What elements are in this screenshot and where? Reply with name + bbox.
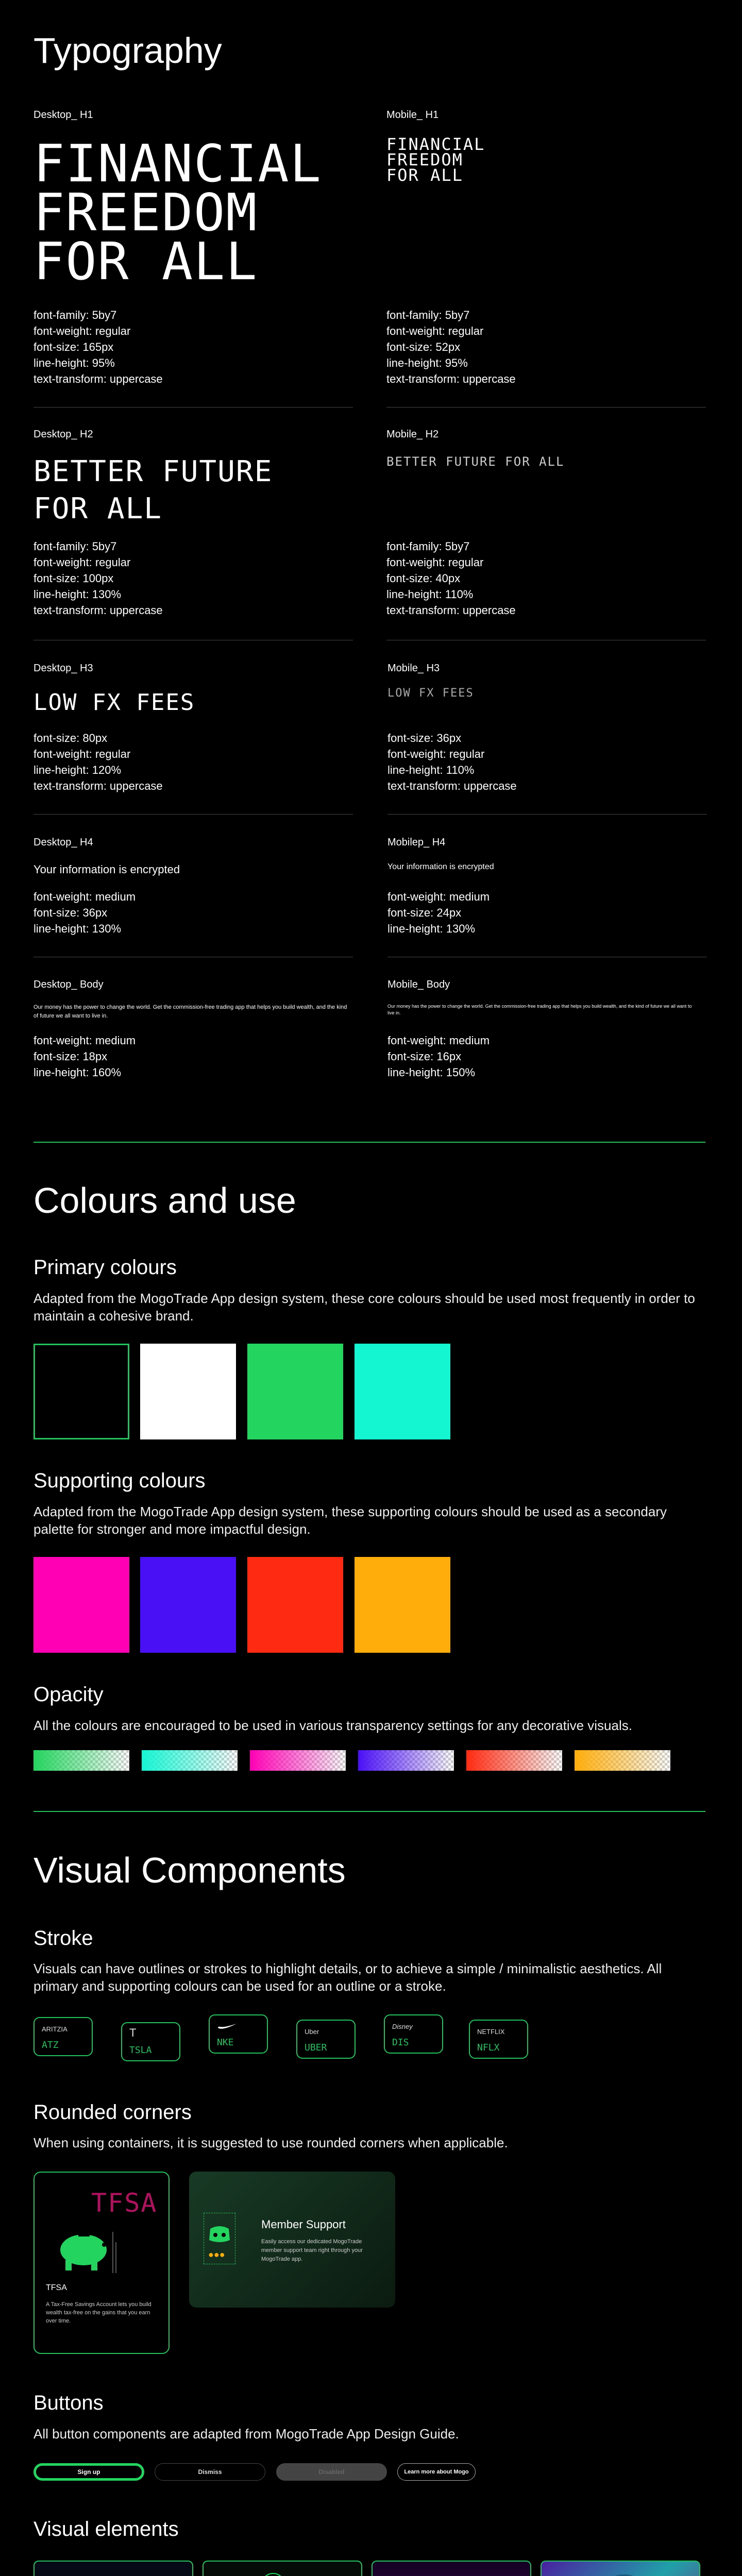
mobile-h1-label: Mobile_ H1 <box>386 109 439 121</box>
ticker: UBER <box>305 2042 327 2053</box>
desktop-h1-label: Desktop_ H1 <box>33 109 93 121</box>
mobile-h4-label: Mobilep_ H4 <box>387 837 446 848</box>
spec-line: font-weight: regular <box>386 556 484 569</box>
ticker: NKE <box>217 2037 234 2048</box>
stock-pill <box>296 2020 356 2059</box>
opacity-swatch <box>33 1750 129 1771</box>
glitches-visual <box>541 2561 700 2576</box>
buttons-desc: All button components are adapted from MogoTrade App Design Guide. <box>33 2426 459 2442</box>
spec-line: font-weight: medium <box>33 1034 136 1047</box>
h1-line: FOR ALL <box>33 231 258 292</box>
learn-more-button[interactable]: Learn more about Mogo <box>397 2463 476 2481</box>
spec-line: font-size: 36px <box>33 906 108 919</box>
spec-line: line-height: 95% <box>386 357 468 369</box>
spec-line: font-size: 100px <box>33 572 114 585</box>
divider <box>33 407 353 408</box>
mobile-h3-label: Mobile_ H3 <box>387 663 440 674</box>
spec-line: line-height: 120% <box>33 764 122 776</box>
spec-line: font-family: 5by7 <box>386 309 470 321</box>
supporting-colours-desc: Adapted from the MogoTrade App design system, these supporting colours should be used as a secondary palette for stronger and more impactful design. <box>33 1504 667 1537</box>
desktop-body-sample: Our money has the power to change the world. Get the commission-free trading app that helps you build wealth, and the kind of future we all want to live in. <box>33 1004 347 1019</box>
opacity-swatch <box>575 1750 670 1771</box>
section-divider <box>33 1811 705 1812</box>
opacity-heading: Opacity <box>33 1683 104 1706</box>
buttons-heading: Buttons <box>33 2392 104 2414</box>
spec-line: font-family: 5by7 <box>386 540 470 553</box>
stock-pill <box>384 2014 443 2054</box>
mobile-h4-specs <box>387 889 490 937</box>
spec-line: font-size: 52px <box>386 341 461 353</box>
primary-colours-desc: Adapted from the MogoTrade App design system, these core colours should be used most frequently in order to maintain a cohesive brand. <box>33 1291 695 1324</box>
spec-line: font-size: 165px <box>33 341 114 353</box>
primary-swatch-aqua <box>355 1344 450 1439</box>
mobile-body-label: Mobile_ Body <box>387 979 450 990</box>
spec-line: font-size: 80px <box>33 732 108 744</box>
h2-line: BETTER FUTURE <box>33 455 273 488</box>
typography-title: Typography <box>33 30 222 71</box>
opacity-swatch <box>466 1750 562 1771</box>
dismiss-button[interactable]: Dismiss <box>155 2463 265 2481</box>
desktop-h3-specs <box>33 730 163 794</box>
h1-line: FREEDOM <box>33 182 258 243</box>
brand-name: ARITZIA <box>42 2025 68 2033</box>
spec-line: font-weight: medium <box>387 890 490 903</box>
h2-line: FOR ALL <box>33 492 163 526</box>
desktop-h2-label: Desktop_ H2 <box>33 429 93 440</box>
desktop-h2-sample <box>33 453 273 528</box>
disabled-button: Disabled <box>276 2463 387 2481</box>
ticker: DIS <box>392 2037 409 2048</box>
supporting-swatch-orange <box>355 1557 450 1653</box>
spec-line: text-transform: uppercase <box>33 604 163 617</box>
mobile-h2-sample: BETTER FUTURE FOR ALL <box>386 454 565 469</box>
tfsa-card <box>33 2172 170 2354</box>
mobile-body-specs <box>387 1032 490 1080</box>
brand-name: Uber <box>305 2028 319 2036</box>
spec-line: line-height: 95% <box>33 357 115 369</box>
primary-swatch-white <box>140 1344 236 1439</box>
grids-visual <box>33 2561 193 2576</box>
spec-line: line-height: 110% <box>386 588 474 601</box>
supporting-swatch-purple <box>140 1557 236 1653</box>
desktop-h3-label: Desktop_ H3 <box>33 663 93 674</box>
spec-line: font-weight: regular <box>33 748 131 760</box>
spec-line: text-transform: uppercase <box>33 372 163 385</box>
opacity-swatch <box>250 1750 346 1771</box>
visual-components-title: Visual Components <box>33 1850 346 1890</box>
opacity-swatch <box>358 1750 454 1771</box>
supporting-swatch-red <box>247 1557 343 1653</box>
ticker: NFLX <box>477 2042 500 2053</box>
desktop-h1-sample <box>33 133 322 292</box>
stock-pill <box>469 2020 528 2059</box>
ticker: ATZ <box>42 2040 59 2050</box>
glow-visual <box>372 2561 531 2576</box>
divider <box>33 814 353 815</box>
desktop-body-specs <box>33 1032 136 1080</box>
dotted-lines-visual <box>203 2561 362 2576</box>
desktop-h4-specs <box>33 889 136 937</box>
section-divider <box>33 1142 705 1143</box>
spec-line: line-height: 130% <box>387 922 476 935</box>
spec-line: font-size: 18px <box>33 1050 108 1063</box>
spec-line: font-size: 40px <box>386 572 461 585</box>
desktop-h4-sample: Your information is encrypted <box>33 863 180 876</box>
spec-line: line-height: 130% <box>33 588 122 601</box>
mobile-h4-sample: Your information is encrypted <box>387 862 494 871</box>
discord-icon <box>204 2213 235 2264</box>
h1-line: FOR ALL <box>386 165 463 185</box>
h1-line: FINANCIAL <box>386 134 485 154</box>
mobile-body-sample: Our money has the power to change the world. Get the commission-free trading app that helps you build wealth, and the kind of future we all want to live in. <box>387 1004 692 1015</box>
tesla-logo-icon: T <box>129 2026 137 2039</box>
spec-line: font-weight: regular <box>33 556 131 569</box>
spec-line: line-height: 110% <box>387 764 475 776</box>
spec-line: line-height: 130% <box>33 922 122 935</box>
spec-line: text-transform: uppercase <box>386 604 516 617</box>
divider <box>386 407 706 408</box>
spec-line: text-transform: uppercase <box>33 779 163 792</box>
divider <box>387 814 707 815</box>
desktop-h2-specs <box>33 538 163 618</box>
h1-line: FREEDOM <box>386 150 463 170</box>
opacity-swatch <box>142 1750 238 1771</box>
stroke-desc: Visuals can have outlines or strokes to highlight details, or to achieve a simple / minimalistic aesthetics. All primary and supporting colours can be used for an outline or a stroke. <box>33 1961 662 1994</box>
member-support-title: Member Support <box>261 2218 346 2231</box>
desktop-body-label: Desktop_ Body <box>33 979 104 990</box>
dots-icon: ●●● <box>208 2249 225 2260</box>
member-support-card <box>189 2172 395 2308</box>
stock-pill <box>209 2014 268 2054</box>
spec-line: font-family: 5by7 <box>33 540 117 553</box>
brand-name: NETFLIX <box>477 2028 505 2036</box>
primary-colours-heading: Primary colours <box>33 1256 177 1279</box>
rounded-corners-heading: Rounded corners <box>33 2101 192 2124</box>
sign-up-button[interactable]: Sign up <box>33 2463 144 2481</box>
mobile-h3-specs <box>387 730 517 794</box>
spec-line: font-weight: medium <box>387 1034 490 1047</box>
spec-line: text-transform: uppercase <box>386 372 516 385</box>
spec-line: line-height: 150% <box>387 1066 476 1079</box>
stock-pill <box>121 2022 180 2061</box>
spec-line: font-family: 5by7 <box>33 309 117 321</box>
spec-line: font-size: 24px <box>387 906 462 919</box>
spec-line: line-height: 160% <box>33 1066 122 1079</box>
mobile-h1-sample <box>386 134 485 185</box>
h1-line: FINANCIAL <box>33 133 322 194</box>
spec-line: font-weight: regular <box>33 325 131 337</box>
desktop-h3-sample: LOW FX FEES <box>33 689 195 716</box>
tfsa-art: TFSA <box>91 2188 158 2218</box>
primary-swatch-green <box>247 1344 343 1439</box>
tfsa-card-desc: A Tax-Free Savings Account lets you build wealth tax-free on the gains that you earn over time. <box>46 2301 151 2324</box>
opacity-desc: All the colours are encouraged to be used in various transparency settings for any decorative visuals. <box>33 1718 632 1733</box>
visual-elements-heading: Visual elements <box>33 2518 179 2540</box>
mobile-h3-sample: LOW FX FEES <box>387 687 474 700</box>
brand-name: Disney <box>392 2023 413 2030</box>
member-support-desc: Easily access our dedicated MogoTrade member support team right through your MogoTrade app. <box>261 2239 363 2262</box>
spec-line: font-weight: regular <box>386 325 484 337</box>
spec-line: text-transform: uppercase <box>387 779 517 792</box>
primary-swatch-black <box>33 1344 129 1439</box>
supporting-swatch-pink <box>33 1557 129 1653</box>
mobile-h1-specs <box>386 307 516 387</box>
spec-line: font-size: 36px <box>387 732 462 744</box>
mobile-h2-label: Mobile_ H2 <box>386 429 439 440</box>
desktop-h4-label: Desktop_ H4 <box>33 837 93 848</box>
mobile-h2-specs <box>386 538 516 618</box>
rounded-corners-desc: When using containers, it is suggested to use rounded corners when applicable. <box>33 2135 508 2150</box>
spec-line: font-weight: medium <box>33 890 136 903</box>
nike-swoosh-icon <box>217 2023 238 2031</box>
stroke-heading: Stroke <box>33 1927 93 1950</box>
stock-pill <box>33 2017 93 2056</box>
desktop-h1-specs <box>33 307 163 387</box>
piggy-bank-icon <box>55 2227 117 2276</box>
ticker: TSLA <box>129 2045 152 2056</box>
supporting-colours-heading: Supporting colours <box>33 1469 206 1492</box>
colours-title: Colours and use <box>33 1180 296 1221</box>
spec-line: font-weight: regular <box>387 748 485 760</box>
spec-line: font-size: 16px <box>387 1050 462 1063</box>
tfsa-card-title: TFSA <box>46 2283 67 2292</box>
